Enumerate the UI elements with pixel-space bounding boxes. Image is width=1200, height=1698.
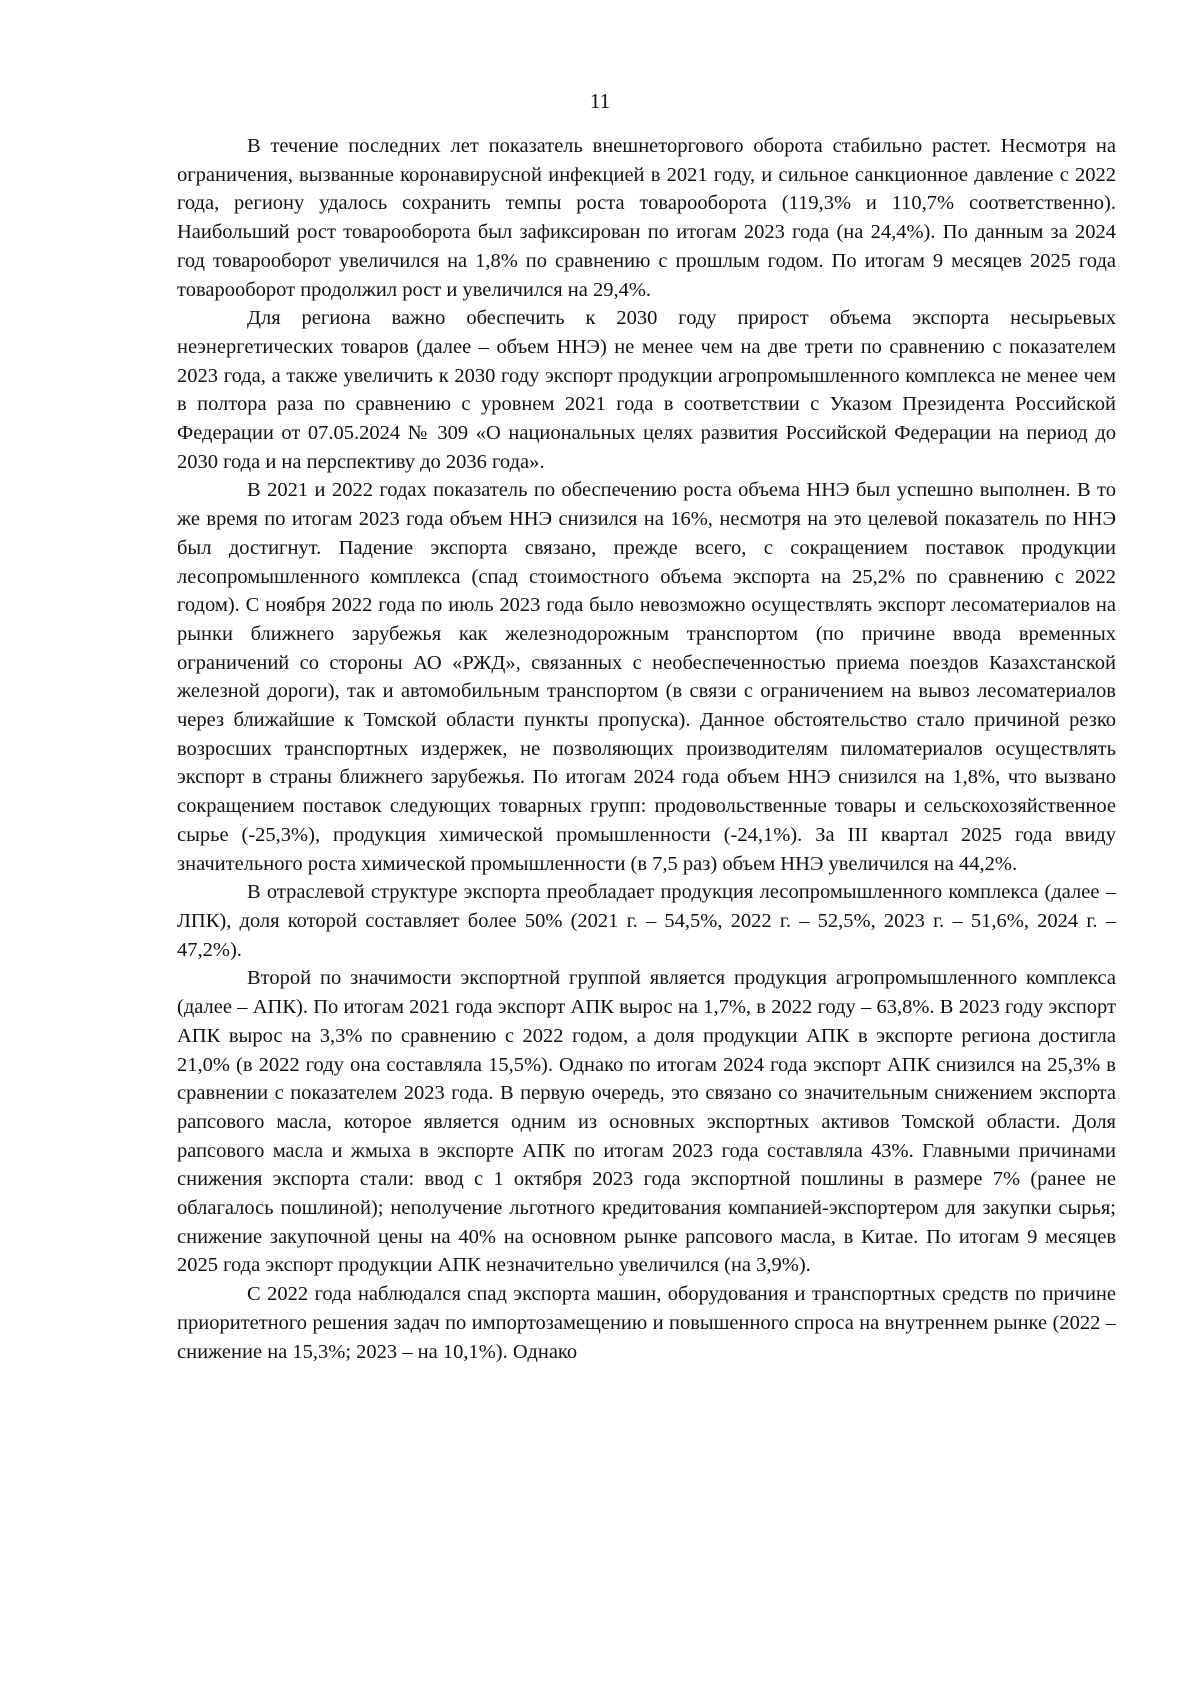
paragraph-export-structure: В отраслевой структуре экспорта преобладает продукция лесопромышленного комплекса (далее – ЛПК), доля которой составляет более 50% (2021 г. – 54,5%, 2022 г. – 52,5%, 2023 г. – 51,6%, 2024 г. – 47,2%). [177,881,1116,961]
paragraph-nne-dynamics: В 2021 и 2022 годах показатель по обеспечению роста объема ННЭ был успешно выполнен. В то же время по итогам 2023 года объем ННЭ снизился на 16%, несмотря на это целевой показатель по ННЭ был достигнут. Падение экспорта связано, прежде всего, с сокращением поставок продукции лесопромышленного комплекса (спад стоимостного объема экспорта на 25,2% по сравнению с 2022 годом). С ноября 2022 года по июль 2023 года было невозможно осуществлять экспорт лесоматериалов на рынки ближнего зарубежья как железнодорожным транспортом (по причине ввода временных ограничений со стороны АО «РЖД», связанных с необеспеченностью приема поездов Казахстанской железной дороги), так и автомобильным транспортом (в связи с ограничением на вывоз лесоматериалов через ближайшие к Томской области пункты пропуска). Данное обстоятельство стало причиной резко возросших транспортных издержек, не позволяющих производителям пиломатериалов осуществлять экспорт в страны ближнего зарубежья. По итогам 2024 года объем ННЭ снизился на 1,8%, что вызвано сокращением поставок следующих товарных групп: продовольственные товары и сельскохозяйственное сырье (-25,3%), продукция химической промышленности (-24,1%). За III квартал 2025 года ввиду значительного роста химической промышленности (в 7,5 раз) объем ННЭ увеличился на 44,2%. [177,479,1116,875]
paragraph-trade-turnover: В течение последних лет показатель внешнеторгового оборота стабильно растет. Несмотря на ограничения, вызванные коронавирусной инфекцией в 2021 году, и сильное санкционное давление с 2022 года, региону удалось сохранить темпы роста товарооборота (119,3% и 110,7% соответственно). Наибольший рост товарооборота был зафиксирован по итогам 2023 года (на 24,4%). По данным за 2024 год товарооборот увеличился на 1,8% по сравнению с прошлым годом. По итогам 9 месяцев 2025 года товарооборот продолжил рост и увеличился на 29,4%. [177,135,1116,301]
page-number: 11 [589,89,611,113]
paragraph-agro-export: Второй по значимости экспортной группой является продукция агропромышленного комплекса (далее – АПК). По итогам 2021 года экспорт АПК вырос на 1,7%, в 2022 году – 63,8%. В 2023 году экспорт АПК вырос на 3,3% по сравнению с 2022 годом, а доля продукции АПК в экспорте региона достигла 21,0% (в 2022 году она составляла 15,5%). Однако по итогам 2024 года экспорт АПК снизился на 25,3% в сравнении с показателем 2023 года. В первую очередь, это связано со значительным снижением экспорта рапсового масла, которое является одним из основных экспортных активов Томской области. Доля рапсового масла и жмыха в экспорте АПК по итогам 2023 года составляла 43%. Главными причинами снижения экспорта стали: ввод с 1 октября 2023 года экспортной пошлины в размере 7% (ранее не облагалось пошлиной); неполучение льготного кредитования компанией-экспортером для закупки сырья; снижение закупочной цены на 40% на основном рынке рапсового масла, в Китае. По итогам 9 месяцев 2025 года экспорт продукции АПК незначительно увеличился (на 3,9%). [177,967,1116,1277]
document-body [177,132,1116,1366]
paragraph-export-targets: Для региона важно обеспечить к 2030 году прирост объема экспорта несырьевых неэнергетических товаров (далее – объем ННЭ) не менее чем на две трети по сравнению с показателем 2023 года, а также увеличить к 2030 году экспорт продукции агропромышленного комплекса не менее чем в полтора раза по сравнению с уровнем 2021 года в соответствии с Указом Президента Российской Федерации от 07.05.2024 № 309 «О национальных целях развития Российской Федерации на период до 2030 года и на перспективу до 2036 года». [177,307,1116,473]
paragraph-machinery-export: С 2022 года наблюдался спад экспорта машин, оборудования и транспортных средств по причине приоритетного решения задач по импортозамещению и повышенного спроса на внутреннем рынке (2022 – снижение на 15,3%; 2023 – на 10,1%). Однако [177,1283,1116,1363]
